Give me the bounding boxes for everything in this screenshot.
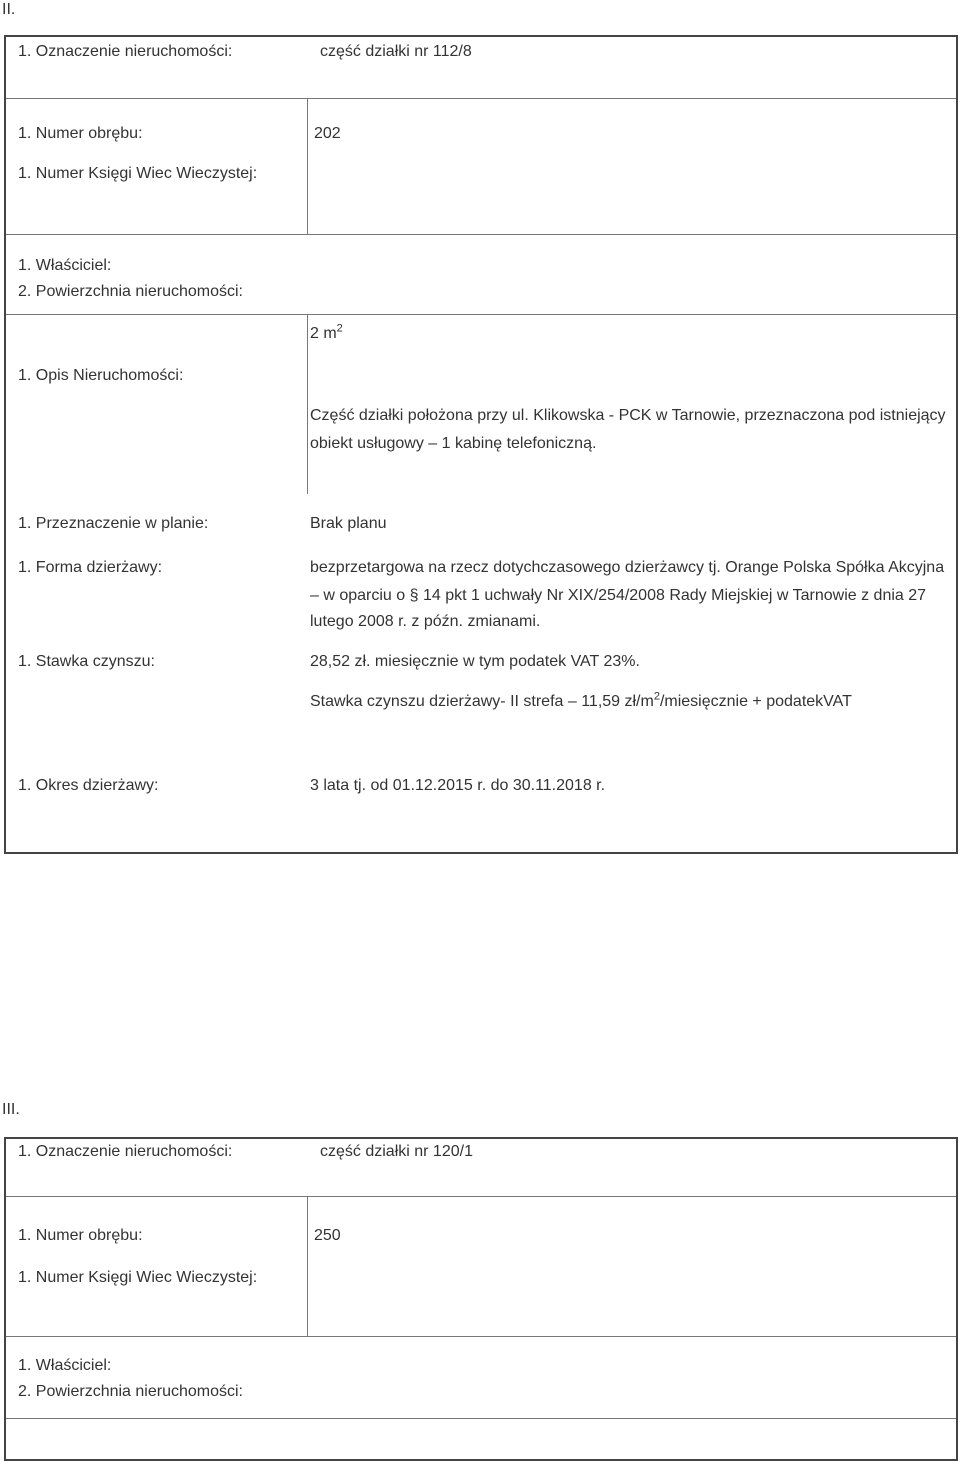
column-divider xyxy=(307,98,308,234)
okres-value: 3 lata tj. od 01.12.2015 r. do 30.11.2018 r. xyxy=(310,777,606,794)
przeznaczenie-value: Brak planu xyxy=(310,515,387,532)
powierzchnia-value: 2 $m^2$ xyxy=(310,322,343,342)
powierzchnia-label: 2. Powierzchnia nieruchomości: xyxy=(18,283,243,300)
column-divider xyxy=(307,314,308,494)
row-divider xyxy=(6,98,956,99)
section-heading: II. xyxy=(2,1,16,18)
row-divider xyxy=(6,314,956,315)
section-heading: III. xyxy=(2,1101,20,1118)
oznaczenie-value: część działki nr 112/8 xyxy=(320,43,472,60)
opis-line: Część działki położona przy ul. Klikowska - PCK w Tarnowie, przeznaczona pod istniejący xyxy=(310,407,946,424)
stawka-label: 1. Stawka czynszu: xyxy=(18,653,155,670)
okres-label: 1. Okres dzierżawy: xyxy=(18,777,159,794)
obreb-value: 250 xyxy=(314,1227,341,1244)
obreb-label: 1. Numer obrębu: xyxy=(18,125,143,142)
opis-label: 1. Opis Nieruchomości: xyxy=(18,367,184,384)
row-divider xyxy=(6,1418,956,1419)
forma-label: 1. Forma dzierżawy: xyxy=(18,559,163,576)
opis-line: obiekt usługowy – 1 kabinę telefoniczną. xyxy=(310,435,597,452)
row-divider xyxy=(6,1196,956,1197)
obreb-value: 202 xyxy=(314,125,341,142)
oznaczenie-label: 1. Oznaczenie nieruchomości: xyxy=(18,43,233,60)
forma-line: bezprzetargowa na rzecz dotychczasowego dzierżawcy tj. Orange Polska Spółka Akcyjna xyxy=(310,559,945,576)
oznaczenie-label: 1. Oznaczenie nieruchomości: xyxy=(18,1143,233,1160)
property-table xyxy=(4,1137,958,1461)
wlasciciel-label: 1. Właściciel: xyxy=(18,1357,112,1374)
column-divider xyxy=(307,1196,308,1336)
row-divider xyxy=(6,234,956,235)
ksiega-label: 1. Numer Księgi Wiec Wieczystej: xyxy=(18,165,258,182)
forma-line: – w oparciu o § 14 pkt 1 uchwały Nr XIX/254/2008 Rady Miejskiej w Tarnowie z dnia 27 xyxy=(310,587,927,604)
oznaczenie-value: część działki nr 120/1 xyxy=(320,1143,473,1160)
forma-line: lutego 2008 r. z późn. zmianami. xyxy=(310,613,541,630)
przeznaczenie-label: 1. Przeznaczenie w planie: xyxy=(18,515,209,532)
ksiega-label: 1. Numer Księgi Wiec Wieczystej: xyxy=(18,1269,258,1286)
stawka-line: Stawka czynszu dzierżawy- II strefa – 11,59 $zł/m^2$/miesięcznie + podatekVAT xyxy=(310,690,852,710)
obreb-label: 1. Numer obrębu: xyxy=(18,1227,143,1244)
wlasciciel-label: 1. Właściciel: xyxy=(18,257,112,274)
row-divider xyxy=(6,1336,956,1337)
stawka-line: 28,52 zł. miesięcznie w tym podatek VAT 23%. xyxy=(310,653,640,670)
powierzchnia-label: 2. Powierzchnia nieruchomości: xyxy=(18,1383,243,1400)
